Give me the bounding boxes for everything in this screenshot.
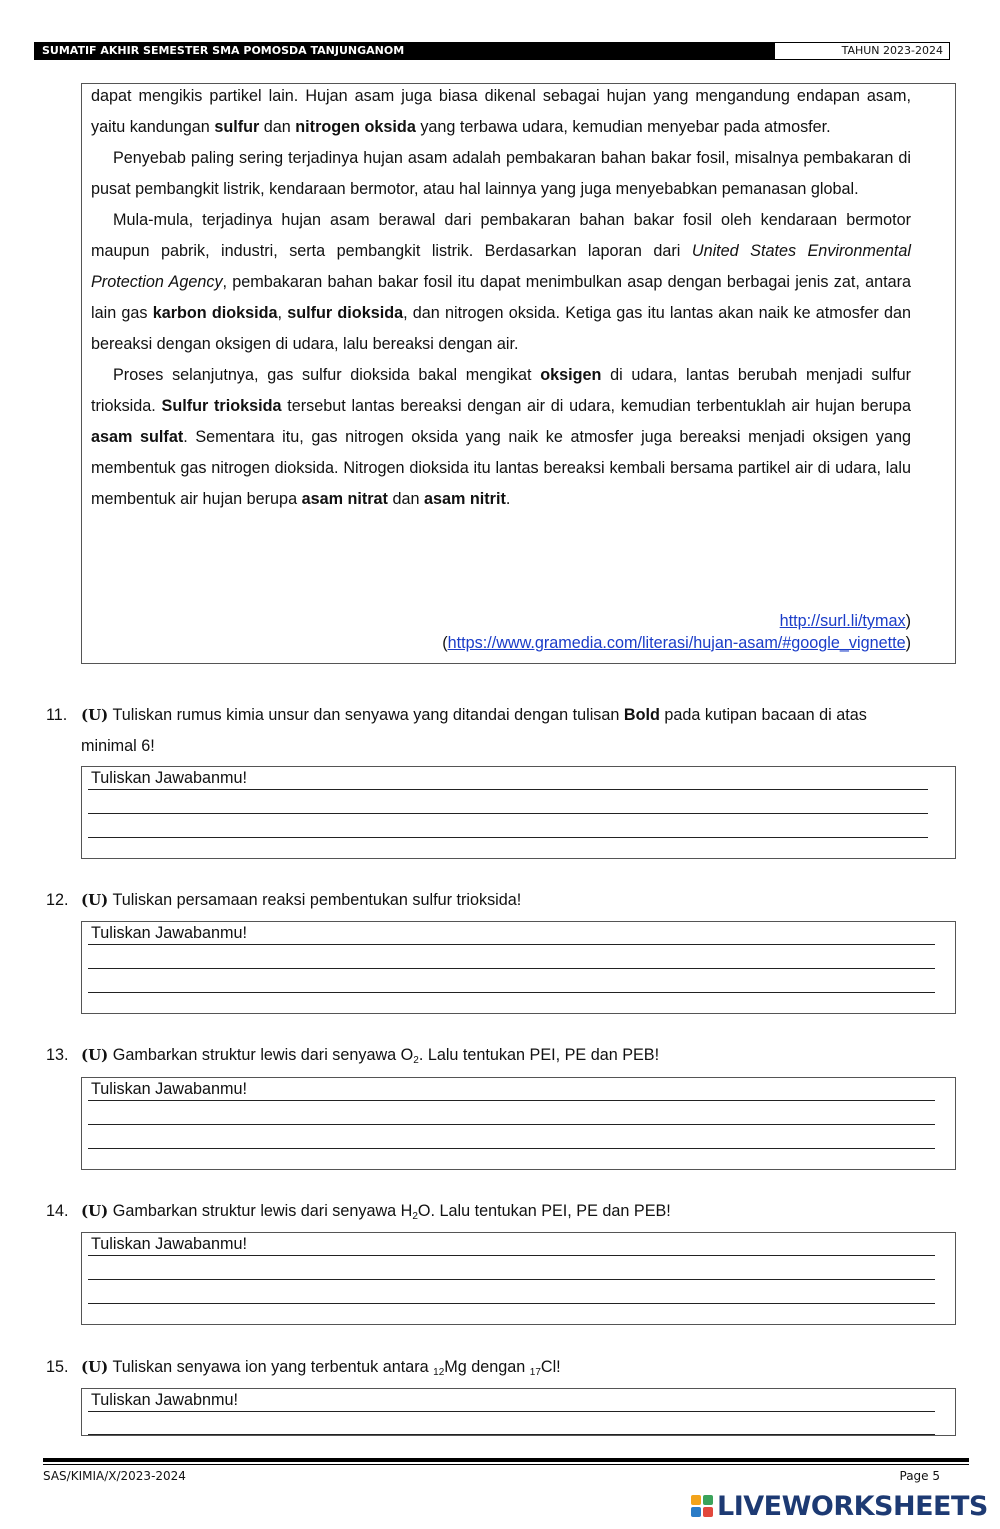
- question-number: 11.: [46, 706, 68, 724]
- footer-page-number: Page 5: [899, 1469, 940, 1483]
- liveworksheets-logo-icon: [691, 1495, 713, 1517]
- source-line-1: http://surl.li/tymax): [779, 612, 911, 630]
- reading-passage-box: [81, 83, 956, 664]
- answer-box-15[interactable]: [81, 1388, 956, 1436]
- question-text: (U) Tuliskan rumus kimia unsur dan senyawa yang ditandai dengan tulisan Bold pada kutipan bacaan di atas minimal 6!: [81, 706, 867, 755]
- question-11: [46, 700, 916, 762]
- answer-line: [88, 1255, 935, 1256]
- header-year: TAHUN 2023-2024: [774, 42, 950, 60]
- question-14: [46, 1196, 916, 1227]
- page-header: [34, 42, 950, 60]
- answer-line: [88, 813, 928, 814]
- question-text: (U) Gambarkan struktur lewis dari senyawa $H_2O$. Lalu tentukan PEI, PE dan PEB!: [81, 1202, 671, 1222]
- answer-box-11[interactable]: [81, 766, 956, 859]
- question-number: 14.: [46, 1202, 69, 1220]
- question-number: 13.: [46, 1046, 69, 1064]
- answer-line: [88, 1279, 935, 1280]
- answer-line: [88, 968, 935, 969]
- answer-line: [88, 1148, 935, 1149]
- answer-line: [88, 1100, 935, 1101]
- question-12: [46, 885, 916, 916]
- answer-line: [88, 1124, 935, 1125]
- liveworksheets-logo-text: LIVEWORKSHEETS: [717, 1490, 988, 1522]
- answer-box-12[interactable]: [81, 921, 956, 1014]
- answer-line: [88, 1303, 935, 1304]
- source-link-2[interactable]: https://www.gramedia.com/literasi/hujan-asam/#google_vignette: [447, 634, 906, 652]
- answer-line: [88, 1411, 935, 1412]
- answer-line: [88, 992, 935, 993]
- reading-paragraph-3: Mula-mula, terjadinya hujan asam berawal dari pembakaran bahan bakar fosil oleh kendaraan bermotor maupun pabrik, industri, serta pembangkit listrik. Berdasarkan laporan dari United States Environmental Protection Agency, pembakaran bahan bakar fosil itu dapat menimbulkan asap dengan berbagai jenis zat, antara lain gas karbon dioksida, sulfur dioksida, dan nitrogen oksida. Ketiga gas itu lantas akan naik ke atmosfer dan bereaksi dengan oksigen di udara, lalu bereaksi dengan air.: [91, 211, 911, 353]
- answer-box-13[interactable]: [81, 1077, 956, 1170]
- question-text: (U) Tuliskan senyawa ion yang terbentuk antara 12Mg dengan 17Cl!: [81, 1358, 561, 1378]
- answer-line: [88, 1434, 935, 1435]
- footer-code: SAS/KIMIA/X/2023-2024: [43, 1469, 186, 1483]
- question-15: [46, 1352, 916, 1383]
- source-link-1[interactable]: http://surl.li/tymax: [779, 612, 906, 630]
- question-text: (U) Gambarkan struktur lewis dari senyawa $O_2$. Lalu tentukan PEI, PE dan PEB!: [81, 1046, 660, 1066]
- footer-rule-thin: [43, 1464, 969, 1465]
- header-title: SUMATIF AKHIR SEMESTER SMA POMOSDA TANJUNGANOM: [34, 42, 774, 60]
- answer-line: [88, 837, 928, 838]
- answer-placeholder: Tuliskan Jawabnmu!: [91, 1391, 238, 1409]
- answer-placeholder: Tuliskan Jawabanmu!: [91, 769, 247, 787]
- answer-line: [88, 944, 935, 945]
- answer-placeholder: Tuliskan Jawabanmu!: [91, 1080, 247, 1098]
- reading-paragraph-4: Proses selanjutnya, gas sulfur dioksida bakal mengikat oksigen di udara, lantas berubah menjadi sulfur trioksida. Sulfur trioksida tersebut lantas bereaksi dengan air di udara, kemudian terbentuklah air hujan berupa asam sulfat. Sementara itu, gas nitrogen oksida yang naik ke atmosfer juga bereaksi menjadi oksigen yang membentuk gas nitrogen dioksida. Nitrogen dioksida itu lantas bereaksi kembali bersama partikel air di udara, lalu membentuk air hujan berupa asam nitrat dan asam nitrit.: [91, 366, 912, 508]
- question-number: 12.: [46, 891, 69, 909]
- reading-paragraph-1: dapat mengikis partikel lain. Hujan asam juga biasa dikenal sebagai hujan yang mengandung endapan asam, yaitu kandungan sulfur dan nitrogen oksida yang terbawa udara, kemudian menyebar pada atmosfer.: [91, 87, 911, 136]
- answer-line: [88, 789, 928, 790]
- footer-rule: [43, 1458, 969, 1462]
- question-number: 15.: [46, 1358, 69, 1376]
- reading-paragraph-2: Penyebab paling sering terjadinya hujan asam adalah pembakaran bahan bakar fosil, misalnya pembakaran di pusat pembangkit listrik, kendaraan bermotor, atau hal lainnya yang juga menyebabkan pemanasan global.: [91, 149, 911, 198]
- answer-placeholder: Tuliskan Jawabanmu!: [91, 1235, 247, 1253]
- answer-placeholder: Tuliskan Jawabanmu!: [91, 924, 247, 942]
- source-line-2: (https://www.gramedia.com/literasi/hujan-asam/#google_vignette): [442, 634, 911, 652]
- question-text: (U) Tuliskan persamaan reaksi pembentukan sulfur trioksida!: [81, 891, 522, 909]
- question-13: [46, 1040, 916, 1071]
- answer-box-14[interactable]: [81, 1232, 956, 1325]
- liveworksheets-logo: [691, 1490, 988, 1522]
